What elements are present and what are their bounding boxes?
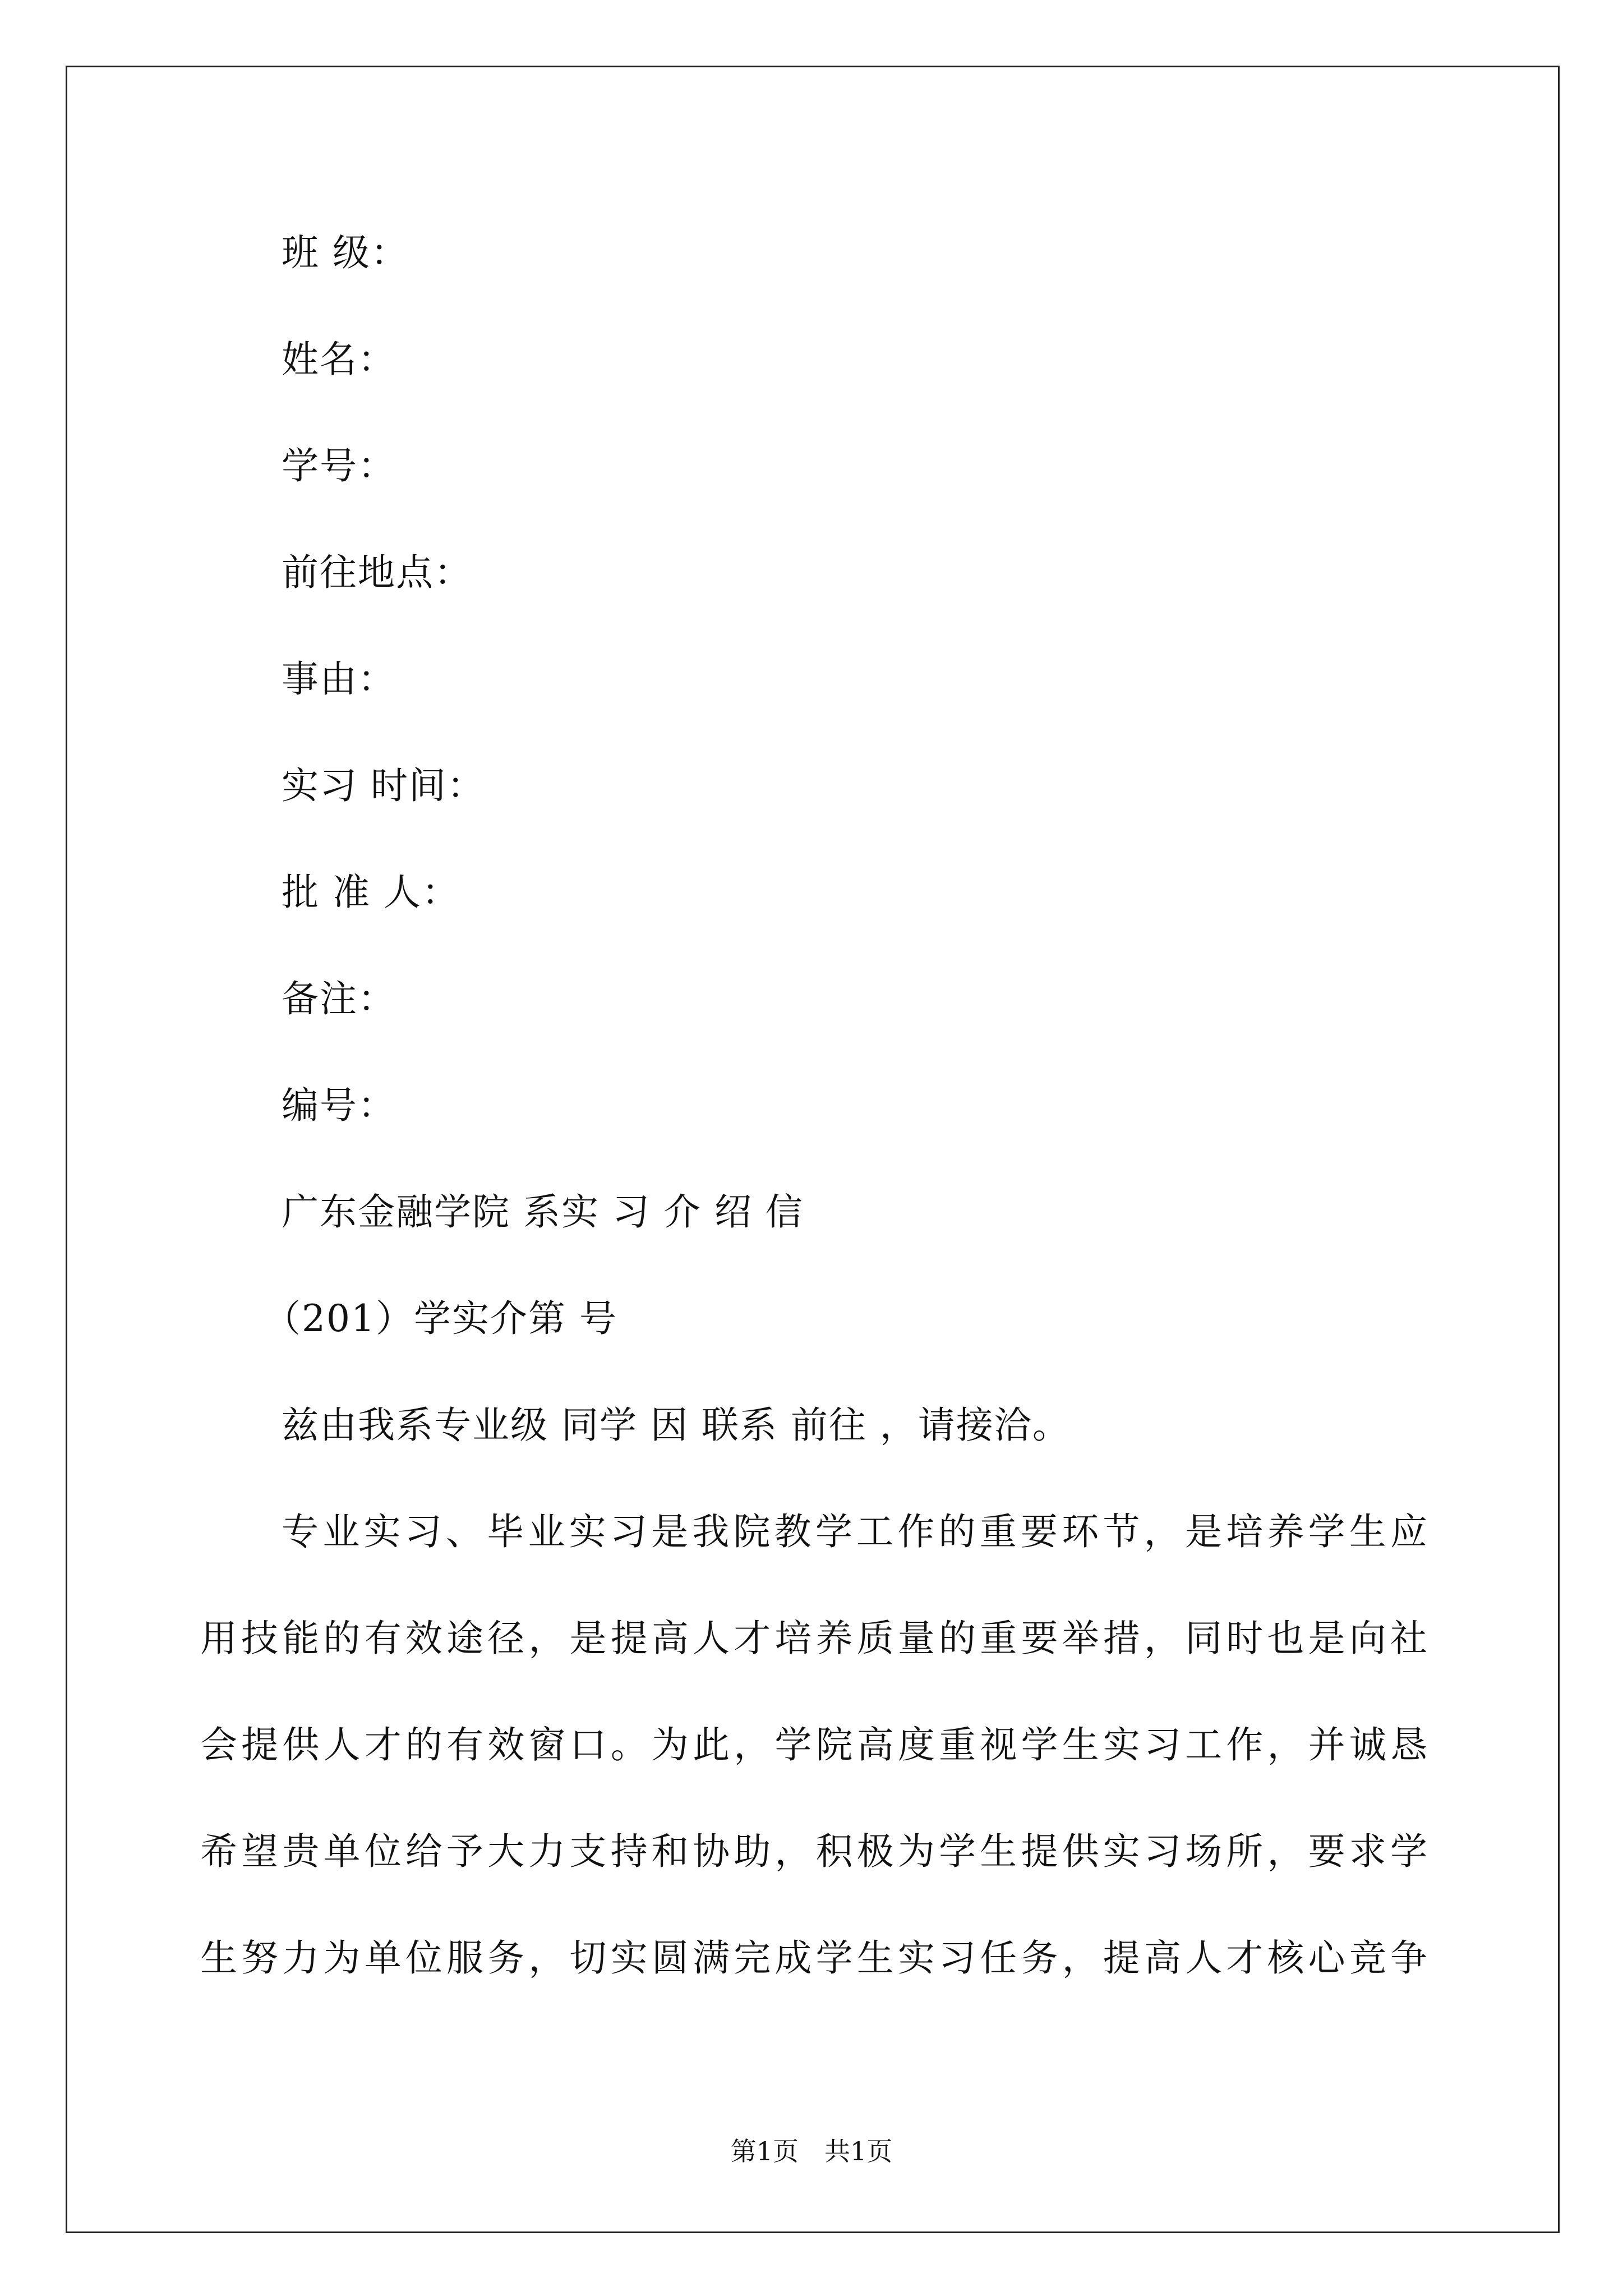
destination-field-label: 前往地点： — [282, 551, 472, 594]
class-field-label: 班 级： — [282, 231, 409, 274]
letter-title: 广东金融学院 系实 习 介 绍 信 — [282, 1190, 804, 1234]
serial-number-field-label: 编号： — [282, 1084, 396, 1127]
name-field-label: 姓名： — [282, 338, 396, 381]
internship-time-field-label: 实习 时间： — [282, 764, 485, 807]
page-border — [66, 66, 1560, 2233]
body-paragraph-line-5: 生努力为单位服务，切实圆满完成学生实习任务，提高人才核心竞争 — [200, 1936, 1428, 1980]
page-footer: 第1页 共1页 — [730, 2136, 893, 2166]
reason-field-label: 事由： — [282, 657, 396, 701]
remarks-field-label: 备注： — [282, 977, 396, 1020]
body-paragraph-line-1: 专业实习、毕业实习是我院教学工作的重要环节，是培养学生应 — [282, 1510, 1428, 1553]
student-id-field-label: 学号： — [282, 444, 396, 487]
body-paragraph-line-2: 用技能的有效途径，是提高人才培养质量的重要举措，同时也是向社 — [200, 1617, 1428, 1660]
letter-reference-number: （201）学实介第 号 — [264, 1297, 617, 1340]
body-paragraph-line-3: 会提供人才的有效窗口。为此，学院高度重视学生实习工作，并诚恳 — [200, 1723, 1428, 1766]
body-paragraph-line-4: 希望贵单位给予大力支持和协助，积极为学生提供实习场所，要求学 — [200, 1830, 1428, 1873]
approver-field-label: 批 准 人： — [282, 871, 460, 914]
introduction-sentence: 兹由我系专业级 同学 因 联系 前往 ，请接洽。 — [282, 1404, 1071, 1447]
